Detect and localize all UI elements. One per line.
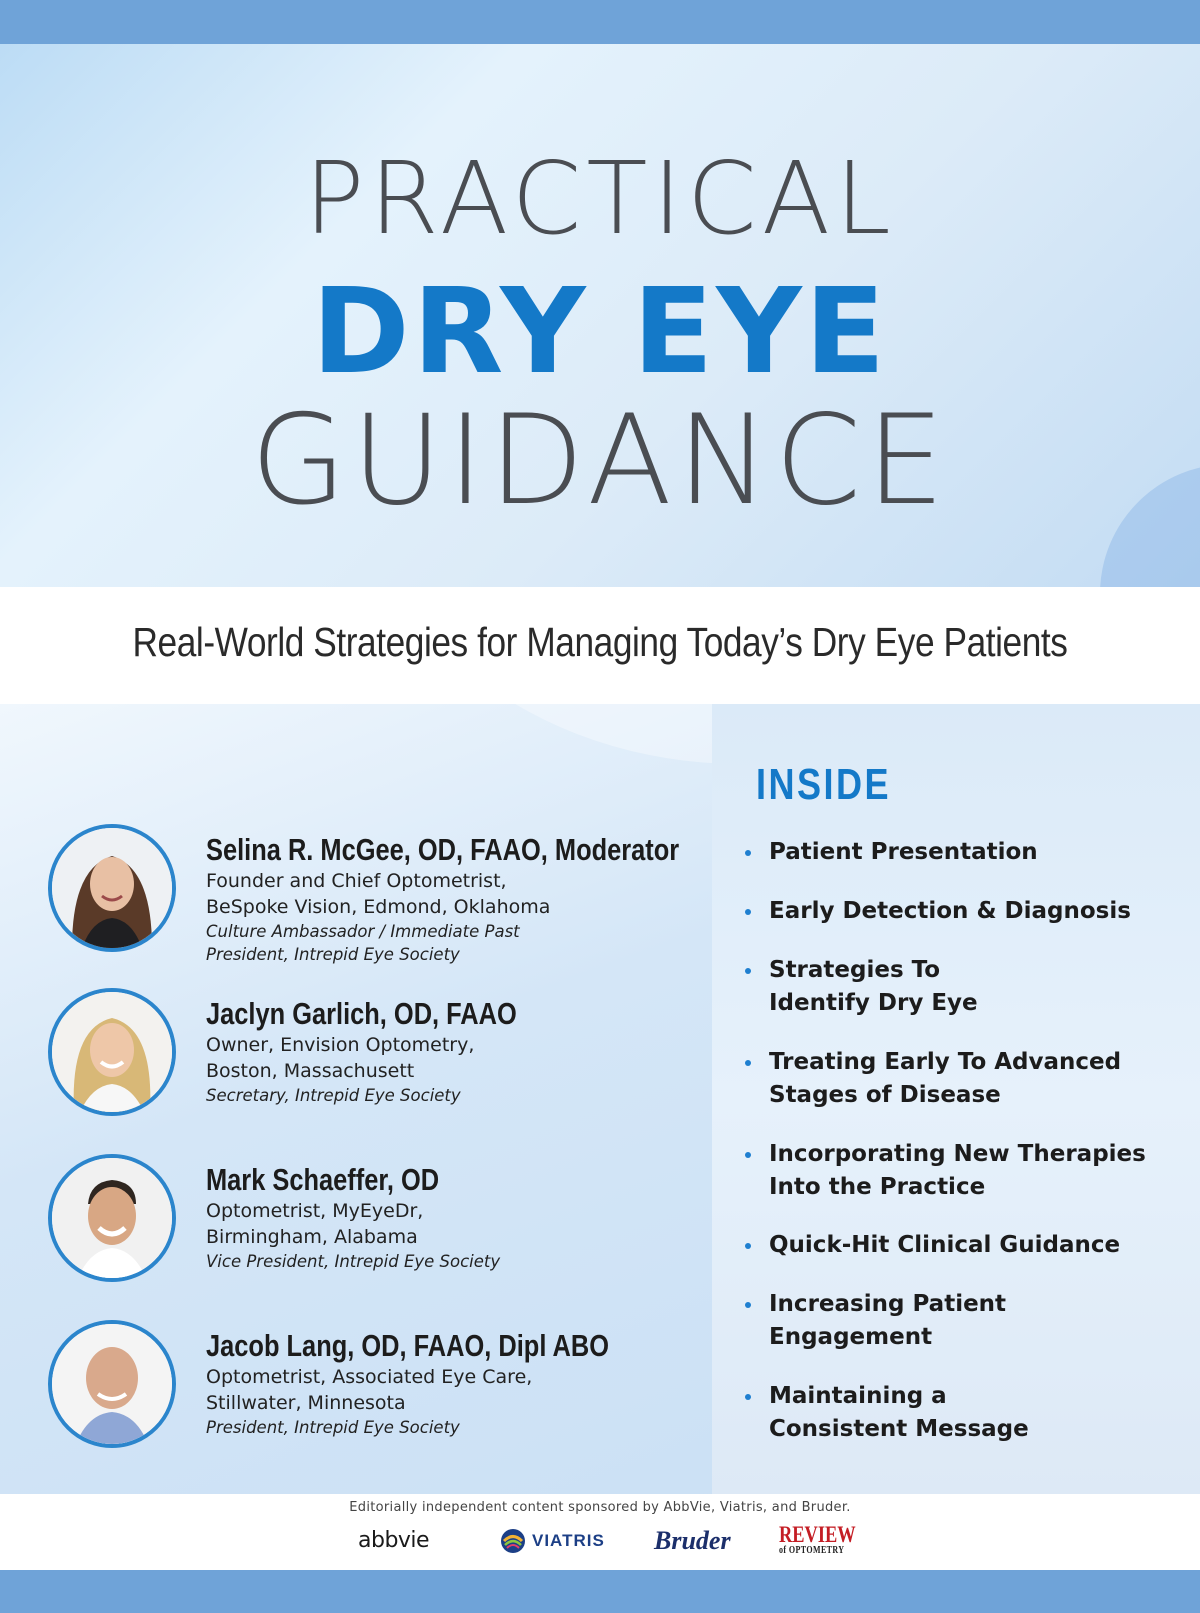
sponsor-note: Editorially independent content sponsored by AbbVie, Viatris, and Bruder. (349, 1500, 851, 1515)
topic-line: Incorporating New Therapies (769, 1141, 1146, 1167)
speaker-role: Vice President, Intrepid Eye Society (206, 1252, 501, 1271)
speaker-role: President, Intrepid Eye Society (206, 945, 460, 964)
speaker-role: Culture Ambassador / Immediate Past (206, 922, 520, 941)
hero-section (0, 44, 1200, 587)
topic-line: Stages of Disease (769, 1082, 1001, 1108)
bullet-icon (745, 1243, 751, 1249)
speaker-photo (48, 988, 176, 1116)
abbvie-logo: abbvie (358, 1528, 430, 1553)
speaker-info (206, 832, 726, 966)
topic-line: Increasing Patient (769, 1291, 1007, 1317)
speaker-affiliation: Birmingham, Alabama (206, 1226, 418, 1248)
bullet-icon (745, 909, 751, 915)
speaker-name: Jaclyn Garlich, OD, FAAO (206, 996, 517, 1031)
speaker-role: President, Intrepid Eye Society (206, 1418, 460, 1437)
speaker-photo (48, 1320, 176, 1448)
speaker-affiliation: Owner, Envision Optometry, (206, 1034, 475, 1056)
speaker-name: Jacob Lang, OD, FAAO, Dipl ABO (206, 1328, 609, 1363)
review-wordmark: REVIEW (779, 1522, 856, 1547)
inside-heading: INSIDE (756, 760, 892, 809)
bullet-icon (745, 1060, 751, 1066)
viatris-wordmark: VIATRIS (532, 1531, 605, 1550)
topic-line: Treating Early To Advanced (769, 1049, 1122, 1075)
speaker-affiliation: Boston, Massachusett (206, 1060, 415, 1082)
bullet-icon (745, 968, 751, 974)
subtitle-band (0, 587, 1200, 704)
topic-line: Quick-Hit Clinical Guidance (769, 1232, 1121, 1258)
bottom-banner-bar (0, 1570, 1200, 1613)
speaker-affiliation: Optometrist, MyEyeDr, (206, 1200, 424, 1222)
speaker-photo (48, 824, 176, 952)
title-line-practical: PRACTICAL (304, 140, 896, 257)
topic-line: Consistent Message (769, 1416, 1029, 1442)
topic-line: Strategies To (769, 957, 941, 983)
topic-line: Patient Presentation (769, 839, 1038, 865)
topic-line: Identify Dry Eye (769, 990, 978, 1016)
bullet-icon (745, 850, 751, 856)
review-subtitle: of OPTOMETRY (779, 1545, 845, 1556)
topic-line: Early Detection & Diagnosis (769, 898, 1131, 924)
viatris-globe-icon (500, 1528, 526, 1554)
top-banner-bar (0, 0, 1200, 44)
title-line-dry-eye: DRY EYE (311, 262, 889, 400)
topic-line: Into the Practice (769, 1174, 986, 1200)
speaker-photo (48, 1154, 176, 1282)
speaker-role: Secretary, Intrepid Eye Society (206, 1086, 461, 1105)
topic-line: Maintaining a (769, 1383, 947, 1409)
speaker-affiliation: Optometrist, Associated Eye Care, (206, 1366, 533, 1388)
speaker-name: Mark Schaeffer, OD (206, 1162, 440, 1197)
bullet-icon (745, 1152, 751, 1158)
subtitle: Real-World Strategies for Managing Today’s Dry Eye Patients (132, 619, 1068, 665)
title-line-guidance: GUIDANCE (250, 389, 950, 533)
speaker-affiliation: Stillwater, Minnesota (206, 1392, 406, 1414)
speaker-affiliation: Founder and Chief Optometrist, (206, 870, 507, 892)
speaker-info (206, 1328, 726, 1439)
speaker-name: Selina R. McGee, OD, FAAO, Moderator (206, 832, 680, 867)
review-of-optometry-logo (779, 1524, 856, 1556)
bullet-icon (745, 1302, 751, 1308)
topic-line: Engagement (769, 1324, 933, 1350)
speaker-info (206, 1162, 726, 1273)
sponsor-footer (0, 1494, 1200, 1570)
bruder-logo: Bruder (654, 1526, 731, 1555)
bullet-icon (745, 1394, 751, 1400)
speaker-info (206, 996, 726, 1107)
speaker-affiliation: BeSpoke Vision, Edmond, Oklahoma (206, 896, 551, 918)
